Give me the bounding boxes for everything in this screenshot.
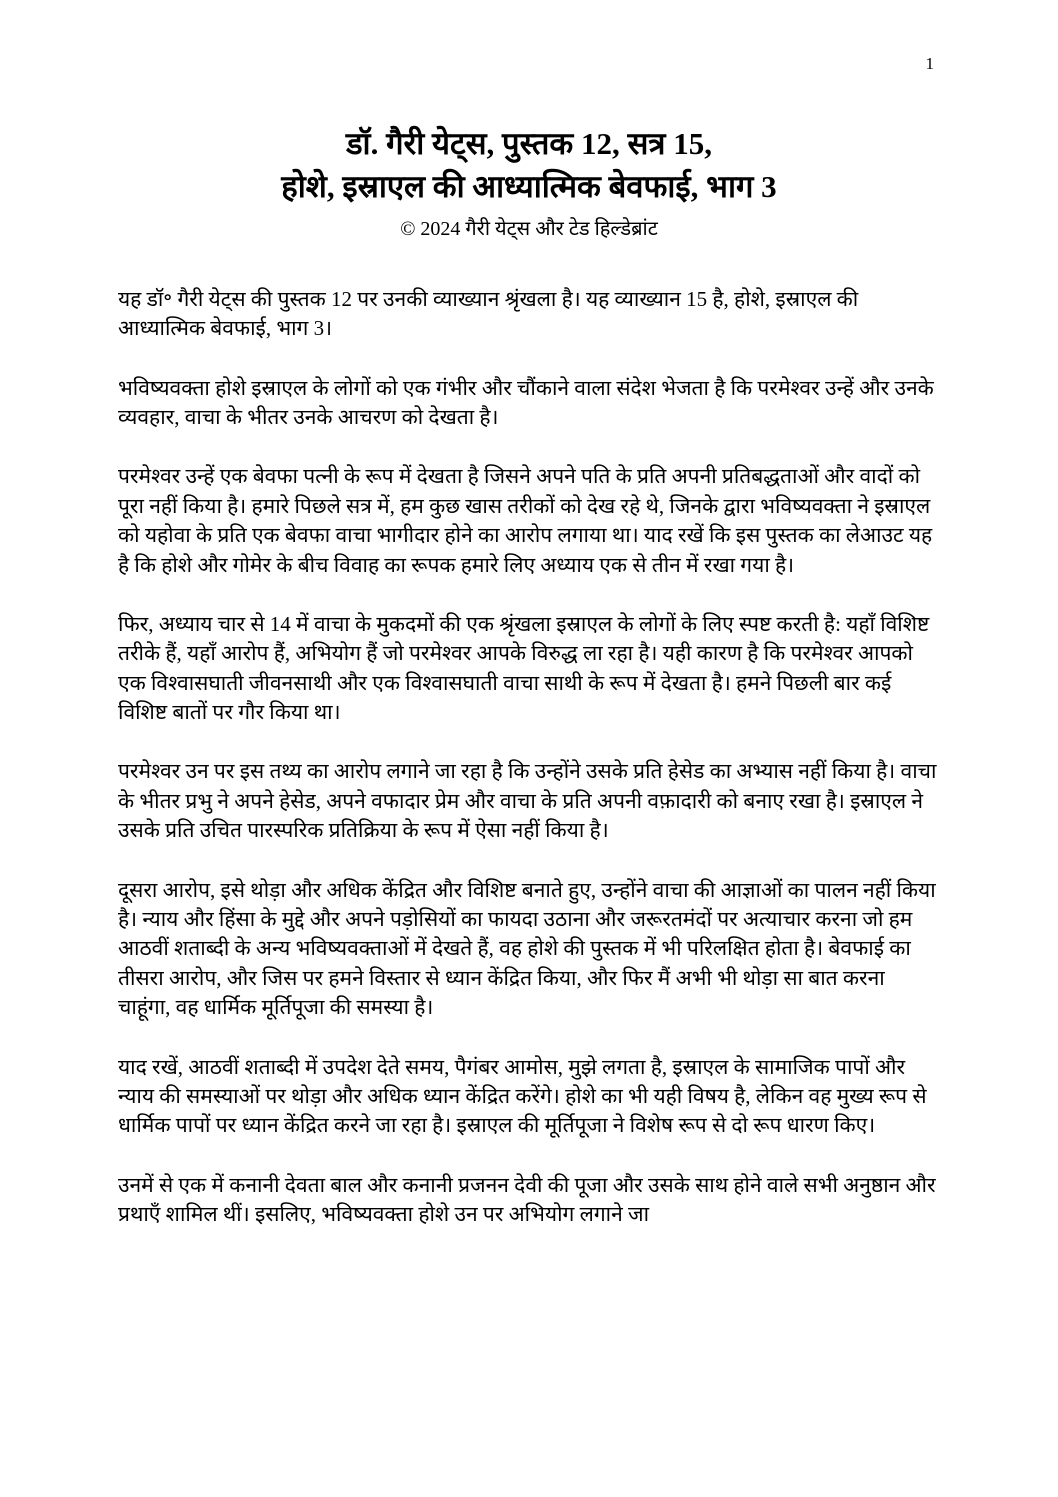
- copyright-line: © 2024 गैरी येट्स और टेड हिल्डेब्रांट: [400, 217, 658, 240]
- paragraph-7: याद रखें, आठवीं शताब्दी में उपदेश देते समय, पैगंबर आमोस, मुझे लगता है, इस्राएल के सामाजिक पापों और न्याय की समस्याओं पर थोड़ा और अधिक ध्यान केंद्रित करेंगे। होशे का भी यही विषय है, लेकिन वह मुख्य रूप से धार्मिक पापों पर ध्यान केंद्रित करने जा रहा है। इस्राएल की मूर्तिपूजा ने विशेष रूप से दो रूप धारण किए।: [118, 1054, 927, 1138]
- paragraph-2: भविष्यवक्ता होशे इस्राएल के लोगों को एक गंभीर और चौंकाने वाला संदेश भेजता है कि परमेश्वर उन्हें और उनके व्यवहार, वाचा के भीतर उनके आचरण को देखता है।: [118, 375, 934, 429]
- title-block: [0, 0, 1058, 241]
- paragraph-5: परमेश्वर उन पर इस तथ्य का आरोप लगाने जा रहा है कि उन्होंने उसके प्रति हेसेड का अभ्यास नहीं किया है। वाचा के भीतर प्रभु ने अपने हेसेड, अपने वफादार प्रेम और वाचा के प्रति अपनी वफ़ादारी को बनाए रखा है। इस्राएल ने उसके प्रति उचित पारस्परिक प्रतिक्रिया के रूप में ऐसा नहीं किया है।: [118, 759, 937, 843]
- document-title-line-1: डॉ. गैरी येट्स, पुस्तक 12, सत्र 15,: [345, 126, 713, 161]
- document-body: [118, 285, 940, 1230]
- document-title-line-2: होशे, इस्राएल की आध्यात्मिक बेवफाई, भाग 3: [281, 169, 777, 205]
- paragraph-4: फिर, अध्याय चार से 14 में वाचा के मुकदमों की एक श्रृंखला इस्राएल के लोगों के लिए स्पष्ट करती है: यहाँ विशिष्ट तरीके हैं, यहाँ आरोप हैं, अभियोग हैं जो परमेश्वर आपके विरुद्ध ला रहा है। यही कारण है कि परमेश्वर आपको एक विश्वासघाती जीवनसाथी और एक विश्वासघाती वाचा साथी के रूप में देखता है। हमने पिछली बार कई विशिष्ट बातों पर गौर किया था।: [118, 611, 930, 725]
- paragraph-3: परमेश्वर उन्हें एक बेवफा पत्नी के रूप में देखता है जिसने अपने पति के प्रति अपनी प्रतिबद्धताओं और वादों को पूरा नहीं किया है। हमारे पिछले सत्र में, हम कुछ खास तरीकों को देख रहे थे, जिनके द्वारा भविष्यवक्ता ने इस्राएल को यहोवा के प्रति एक बेवफा वाचा भागीदार होने का आरोप लगाया था। याद रखें कि इस पुस्तक का लेआउट यह है कि होशे और गोमेर के बीच विवाह का रूपक हमारे लिए अध्याय एक से तीन में रखा गया है।: [118, 464, 933, 577]
- paragraph-8: उनमें से एक में कनानी देवता बाल और कनानी प्रजनन देवी की पूजा और उसके साथ होने वाले सभी अनुष्ठान और प्रथाएँ शामिल थीं। इसलिए, भविष्यवक्ता होशे उन पर अभियोग लगाने जा: [118, 1172, 936, 1227]
- page-number: 1: [925, 54, 934, 73]
- paragraph-6: दूसरा आरोप, इसे थोड़ा और अधिक केंद्रित और विशिष्ट बनाते हुए, उन्होंने वाचा की आज्ञाओं का पालन नहीं किया है। न्याय और हिंसा के मुद्दे और अपने पड़ोसियों का फायदा उठाना और जरूरतमंदों पर अत्याचार करना जो हम आठवीं शताब्दी के अन्य भविष्यवक्ताओं में देखते हैं, वह होशे की पुस्तक में भी परिलक्षित होता है। बेवफाई का तीसरा आरोप, और जिस पर हमने विस्तार से ध्यान केंद्रित किया, और फिर मैं अभी भी थोड़ा सा बात करना चाहूंगा, वह धार्मिक मूर्तिपूजा की समस्या है।: [118, 877, 936, 1020]
- paragraph-1: यह डॉ॰ गैरी येट्स की पुस्तक 12 पर उनकी व्याख्यान श्रृंखला है। यह व्याख्यान 15 है, होशे, इस्राएल की आध्यात्मिक बेवफाई, भाग 3।: [118, 286, 859, 341]
